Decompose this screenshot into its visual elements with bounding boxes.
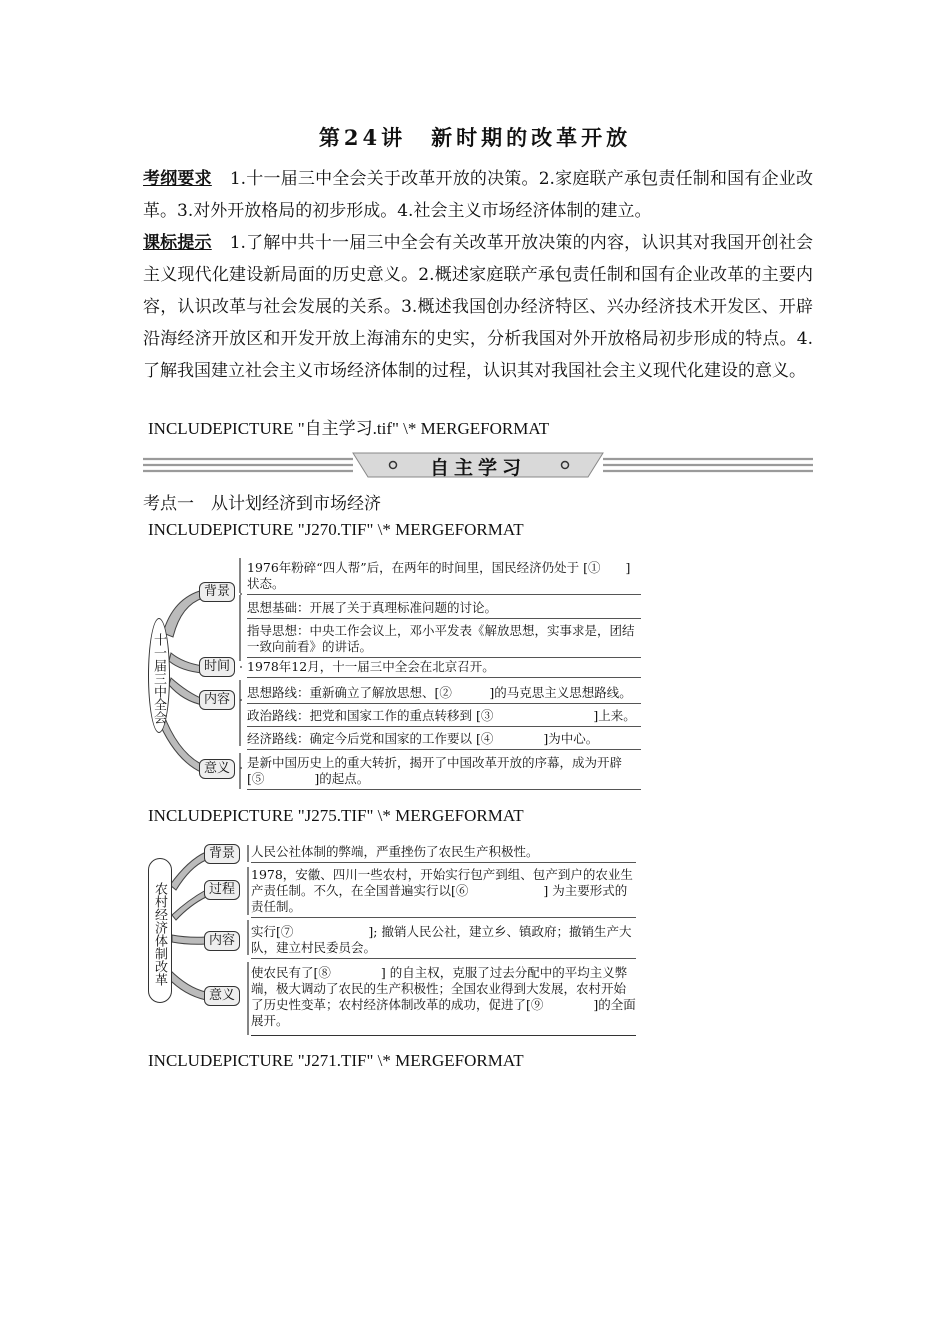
mindmap2-branch-process: 过程 <box>204 880 240 900</box>
mindmap2-center: 农村经济体制改革 <box>148 858 172 1003</box>
mindmap2-branch-background: 背景 <box>204 844 240 864</box>
mindmap1-row-2: 思想基础：开展了关于真理标准问题的讨论。 <box>247 600 641 619</box>
mindmap2-branch-significance: 意义 <box>204 986 240 1006</box>
mindmap2-branch-content: 内容 <box>204 931 240 951</box>
mindmap1-center: 十一届三中全会 <box>148 618 170 733</box>
mindmap1-branch-background: 背景 <box>199 582 235 602</box>
mindmap1-row-8: 是新中国历史上的重大转折，揭开了中国改革开放的序幕，成为开辟[⑤ ]的起点。 <box>247 755 641 790</box>
field-code-3: INCLUDEPICTURE "J275.TIF" \* MERGEFORMAT <box>148 806 524 825</box>
mindmap2-row-3: 实行[⑦ ]; 撤销人民公社，建立乡、镇政府；撤销生产大队，建立村民委员会。 <box>251 924 636 959</box>
mindmap1-row-5: 思想路线：重新确立了解放思想、[② ]的马克思主义思想路线。 <box>247 685 641 704</box>
mindmap-third-plenum <box>143 553 643 793</box>
mindmap1-row-4: 1978年12月，十一届三中全会在北京召开。 <box>247 659 641 678</box>
kaogang-label: 考纲要求 <box>143 169 212 189</box>
mindmap1-branch-time: 时间 <box>199 657 235 677</box>
kaogang-section <box>143 163 813 227</box>
field-code-4: INCLUDEPICTURE "J271.TIF" \* MERGEFORMAT <box>148 1051 524 1070</box>
mindmap2-row-2: 1978，安徽、四川一些农村，开始实行包产到组、包产到户的农业生产责任制。不久，在全国普遍实行以[⑥ ] 为主要形式的责任制。 <box>251 867 636 918</box>
kebiao-label: 课标提示 <box>143 233 212 253</box>
mindmap2-row-1: 人民公社体制的弊端，严重挫伤了农民生产积极性。 <box>251 844 636 863</box>
mindmap1-row-6: 政治路线：把党和国家工作的重点转移到 [③ ]上来。 <box>247 708 641 727</box>
mindmap-rural-reform <box>148 840 640 1040</box>
kebiao-section <box>143 227 813 387</box>
mindmap2-row-4: 使农民有了[⑧ ] 的自主权，克服了过去分配中的平均主义弊端，极大调动了农民的生产积极性；全国农业得到大发展，农村开始了历史性变革；农村经济体制改革的成功，促进了[⑨ ]的全面展开。 <box>251 965 636 1036</box>
mindmap1-row-7: 经济路线：确定今后党和国家的工作要以 [④ ]为中心。 <box>247 731 641 750</box>
field-code-1: INCLUDEPICTURE "自主学习.tif" \* MERGEFORMAT <box>148 419 550 438</box>
banner-label: 自主学习 <box>429 457 526 479</box>
mindmap1-row-1: 1976年粉碎“四人帮”后，在两年的时间里，国民经济仍处于 [① ]状态。 <box>247 560 641 595</box>
mindmap1-row-3: 指导思想：中央工作会议上，邓小平发表《解放思想，实事求是，团结一致向前看》的讲话。 <box>247 623 641 658</box>
page-title: 第24讲 新时期的改革开放 <box>318 125 632 150</box>
field-code-2: INCLUDEPICTURE "J270.TIF" \* MERGEFORMAT <box>148 520 524 539</box>
kaodian-heading: 考点一 从计划经济到市场经济 <box>143 494 381 514</box>
section-banner <box>143 450 813 480</box>
mindmap1-branch-significance: 意义 <box>199 759 235 779</box>
kaogang-text: 1.十一届三中全会关于改革开放的决策。2.家庭联产承包责任制和国有企业改革。3.对外开放格局的初步形成。4.社会主义市场经济体制的建立。 <box>143 169 813 221</box>
kebiao-text: 1.了解中共十一届三中全会有关改革开放决策的内容，认识其对我国开创社会主义现代化建设新局面的历史意义。2.概述家庭联产承包责任制和国有企业改革的主要内容，认识改革与社会发展的关系。3.概述我国创办经济特区、兴办经济技术开发区、开辟沿海经济开放区和开发开放上海浦东的史实，分析我国对外开放格局初步形成的特点。4.了解我国建立社会主义市场经济体制的过程，认识其对我国社会主义现代化建设的意义。 <box>143 233 814 381</box>
mindmap1-branch-content: 内容 <box>199 690 235 710</box>
